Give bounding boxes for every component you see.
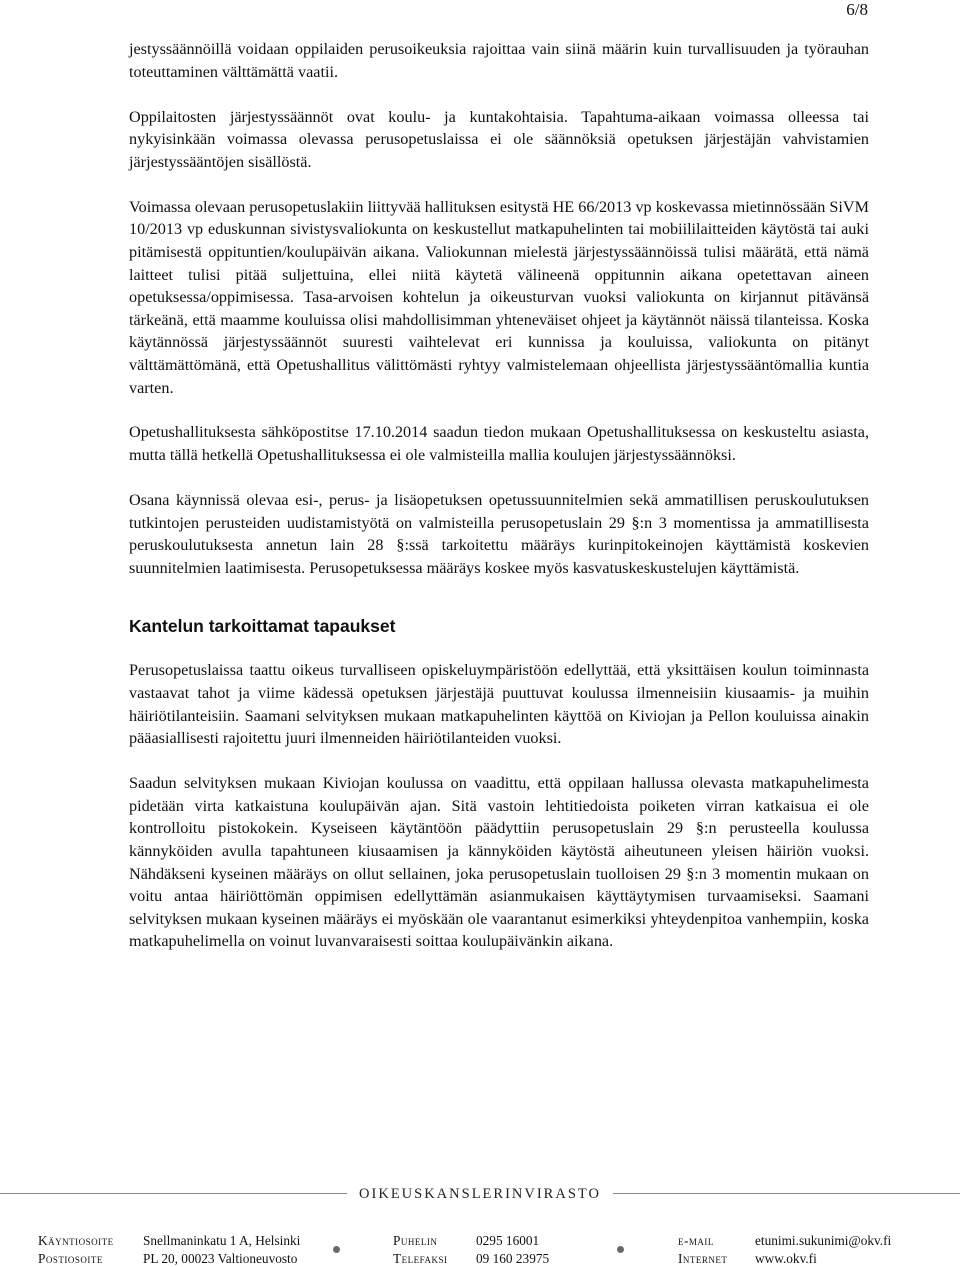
fax-number: 09 160 23975 — [476, 1251, 550, 1266]
website-label: Internet — [678, 1251, 728, 1266]
agency-logo: OIKEUSKANSLERINVIRASTO — [347, 1184, 613, 1205]
page-number: 6/8 — [846, 0, 868, 19]
paragraph: Voimassa olevaan perusopetuslakiin liittyvää hallituksen esitystä HE 66/2013 vp koskevassa mietinnössään SiVM 10/2013 vp eduskunnan sivistysvaliokunta on keskustellut matkapuhelinten tai mobiililaitteiden käytöstä tai auki pitämisestä oppituntien/koulupäivän aikana. Valiokunnan mielestä järjestyssäännöissä tulisi määrätä, että nämä laitteet tulisi pitää suljettuina, ellei niitä käytetä välineenä oppitunnin aikana opetettavan aineen opetuksessa/oppimisessa. Tasa-arvoisen kohtelun ja oikeusturvan vuoksi valiokunta on kirjannut pitävänsä tärkeänä, että maamme kouluissa olisi mahdollisimman yhteneväiset ohjeet ja käytännöt näissä tilanteissa. Koska käytännössä järjestyssäännöt suuresti vaihtelevat eri kunnissa ja kouluissa, valiokunta on pitänyt välttämättömänä, että Opetushallitus välittömästi ryhtyy valmistelemaan ohjeellista järjestyssääntömallia kuntia varten. — [129, 197, 869, 397]
website-url: www.okv.fi — [755, 1251, 817, 1266]
visit-address: Snellmaninkatu 1 A, Helsinki — [143, 1233, 301, 1248]
document-body — [129, 38, 869, 953]
section-heading: Kantelun tarkoittamat tapaukset — [129, 616, 396, 637]
email-label: e-mail — [678, 1233, 714, 1248]
paragraph: Saadun selvityksen mukaan Kiviojan koulussa on vaadittu, että oppilaan hallussa olevasta matkapuhelimesta pidetään virta katkaistuna koulupäivän ajan. Sitä vastoin lehtitiedoista poiketen virran katkaisua ei ole kontrolloitu pistokokein. Kyseiseen käytäntöön päädyttiin perusopetuslain 29 §:n perusteella koulussa kännyköiden avulla tapahtuneen kiusaamisen ja kännyköiden käytöstä aiheutuneen yleisen häiriön vuoksi. Nähdäkseni kyseinen määräys on ollut sellainen, joka perusopetuslain tuolloisen 29 §:n 3 momentin mukaan on voitu antaa häiriöttömän oppimisen edellyttämän asianmukaisen käyttäytymisen turvaamiseksi. Saamani selvityksen mukaan kyseinen määräys ei myöskään ole vaarantanut esimerkiksi yhteydenpitoa vanhempiin, koska matkapuhelimella on voinut luvanvaraisesti soittaa koulupäivänkin aikana. — [129, 774, 869, 951]
paragraph: Opetushallituksesta sähköpostitse 17.10.2014 saadun tiedon mukaan Opetushallituksessa on keskusteltu asiasta, mutta tällä hetkellä Opetushallituksessa ei ole valmisteilla mallia koulujen järjestyssäännöksi. — [129, 423, 869, 465]
phone-label: Puhelin — [393, 1233, 438, 1248]
paragraph: Osana käynnissä olevaa esi-, perus- ja lisäopetuksen opetussuunnitelmien sekä ammatillisen peruskoulutuksen tutkintojen perusteiden uudistamistyötä on valmisteilla perusopetuslain 29 §:n 3 momentissa ja ammatillisesta peruskoulutuksesta annetun lain 28 §:ssä tarkoitettu määräys kurinpitokeinojen käyttämistä koskevien suunnitelmien laatimisesta. Perusopetuksessa määräys koskee myös kasvatuskeskustelujen käyttämistä. — [129, 491, 869, 577]
postal-address-label: Postiosoite — [38, 1251, 103, 1266]
paragraph: Perusopetuslaissa taattu oikeus turvalliseen opiskeluympäristöön edellyttää, että yksittäisen koulun toiminnasta vastaavat tahot ja viime kädessä opetuksen järjestäjä puuttuvat koulussa ilmenneisiin kiusaamis- ja muihin häiriötilanteisiin. Saamani selvityksen mukaan matkapuhelinten käyttöä on Kiviojan ja Pellon kouluissa ainakin pääasiallisesti rajoitettu juuri ilmenneiden häiriötilanteiden vuoksi. — [129, 661, 869, 748]
paragraph: Oppilaitosten järjestyssäännöt ovat koulu- ja kuntakohtaisia. Tapahtuma-aikaan voimassa olleessa tai nykyisinkään voimassa olevassa perusopetuslaissa ei ole säännöksiä opetuksen järjestäjän vahvistamien järjestyssääntöjen sisällöstä. — [129, 107, 869, 171]
email-address: etunimi.sukunimi@okv.fi — [755, 1233, 892, 1248]
paragraph: jestyssäännöillä voidaan oppilaiden perusoikeuksia rajoittaa vain siinä määrin kuin turvallisuuden ja työrauhan toteuttaminen välttämättä vaatii. — [129, 40, 869, 81]
postal-address: PL 20, 00023 Valtioneuvosto — [143, 1251, 298, 1266]
fax-label: Telefaksi — [393, 1251, 448, 1266]
phone-number: 0295 16001 — [476, 1233, 540, 1248]
separator-dot-icon — [333, 1246, 340, 1253]
separator-dot-icon — [617, 1246, 624, 1253]
visit-address-label: Käyntiosoite — [38, 1233, 114, 1248]
